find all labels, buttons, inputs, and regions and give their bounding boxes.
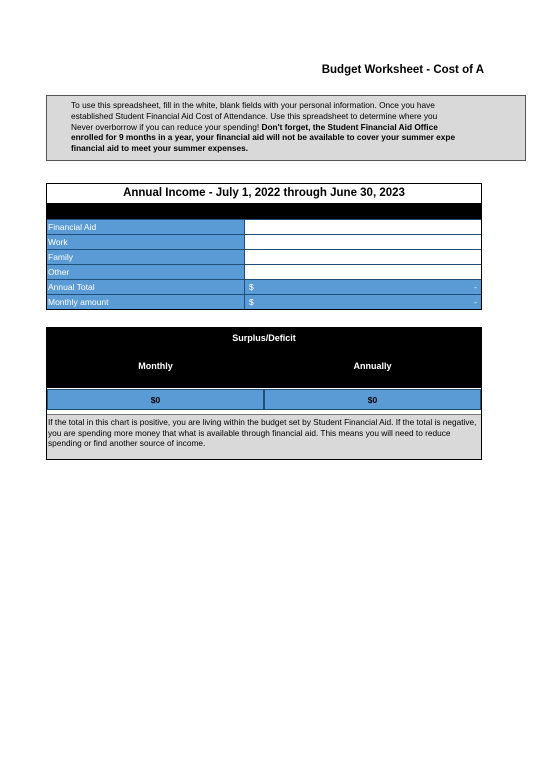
annual-income-table <box>46 183 482 310</box>
income-row-financial-aid <box>47 219 481 234</box>
income-row-work <box>47 234 481 249</box>
total-amount: - <box>474 297 477 307</box>
surplus-deficit-table <box>46 327 482 460</box>
annually-header: Annually <box>353 361 392 371</box>
instructions-emphasis: financial aid to meet your summer expenses. <box>71 143 249 154</box>
instructions-line <box>71 143 525 154</box>
financial-aid-input[interactable] <box>245 220 481 234</box>
surplus-header <box>47 328 481 388</box>
surplus-note: If the total in this chart is positive, you are living within the budget set by Student Financial Aid. If the total is negative, you are spending more money that what is available through financial aid. This means you will need to reduce spending or find another source of income. <box>47 414 481 459</box>
annual-surplus-value: $0 <box>264 389 481 410</box>
surplus-title: Surplus/Deficit <box>232 333 296 343</box>
instructions-emphasis: Don't forget, the Student Financial Aid Office <box>261 121 438 132</box>
instructions-line <box>71 122 525 133</box>
instructions-box <box>46 95 526 161</box>
income-label: Financial Aid <box>47 220 245 234</box>
total-amount: - <box>474 282 477 292</box>
monthly-surplus-value: $0 <box>47 389 264 410</box>
income-label: Family <box>47 250 245 264</box>
income-row-annual-total <box>47 279 481 294</box>
annual-income-title: Annual Income - July 1, 2022 through June 30, 2023 <box>47 184 481 203</box>
worksheet-title: Budget Worksheet - Cost of A <box>321 64 484 76</box>
monthly-header: Monthly <box>138 361 173 371</box>
currency-symbol: $ <box>249 282 254 292</box>
instructions-line <box>71 132 525 143</box>
income-row-family <box>47 249 481 264</box>
income-label: Other <box>47 265 245 279</box>
annual-total-value <box>245 280 481 294</box>
monthly-amount-value <box>245 295 481 309</box>
surplus-values-row <box>47 388 481 410</box>
currency-symbol: $ <box>249 297 254 307</box>
instructions-line: established Student Financial Aid Cost of Attendance. Use this spreadsheet to determine where you <box>71 110 438 121</box>
income-row-monthly-amount <box>47 294 481 309</box>
instructions-line: To use this spreadsheet, fill in the white, blank fields with your personal information. Once you have <box>71 100 435 110</box>
instructions-text: Never overborrow if you can reduce your spending! <box>71 121 262 132</box>
income-label: Annual Total <box>47 280 245 294</box>
income-label: Monthly amount <box>47 295 245 309</box>
work-input[interactable] <box>245 235 481 249</box>
header-bar <box>47 203 481 219</box>
family-input[interactable] <box>245 250 481 264</box>
other-input[interactable] <box>245 265 481 279</box>
income-label: Work <box>47 235 245 249</box>
income-row-other <box>47 264 481 279</box>
instructions-emphasis: enrolled for 9 months in a year, your financial aid will not be available to cover your summer expe <box>71 132 456 143</box>
